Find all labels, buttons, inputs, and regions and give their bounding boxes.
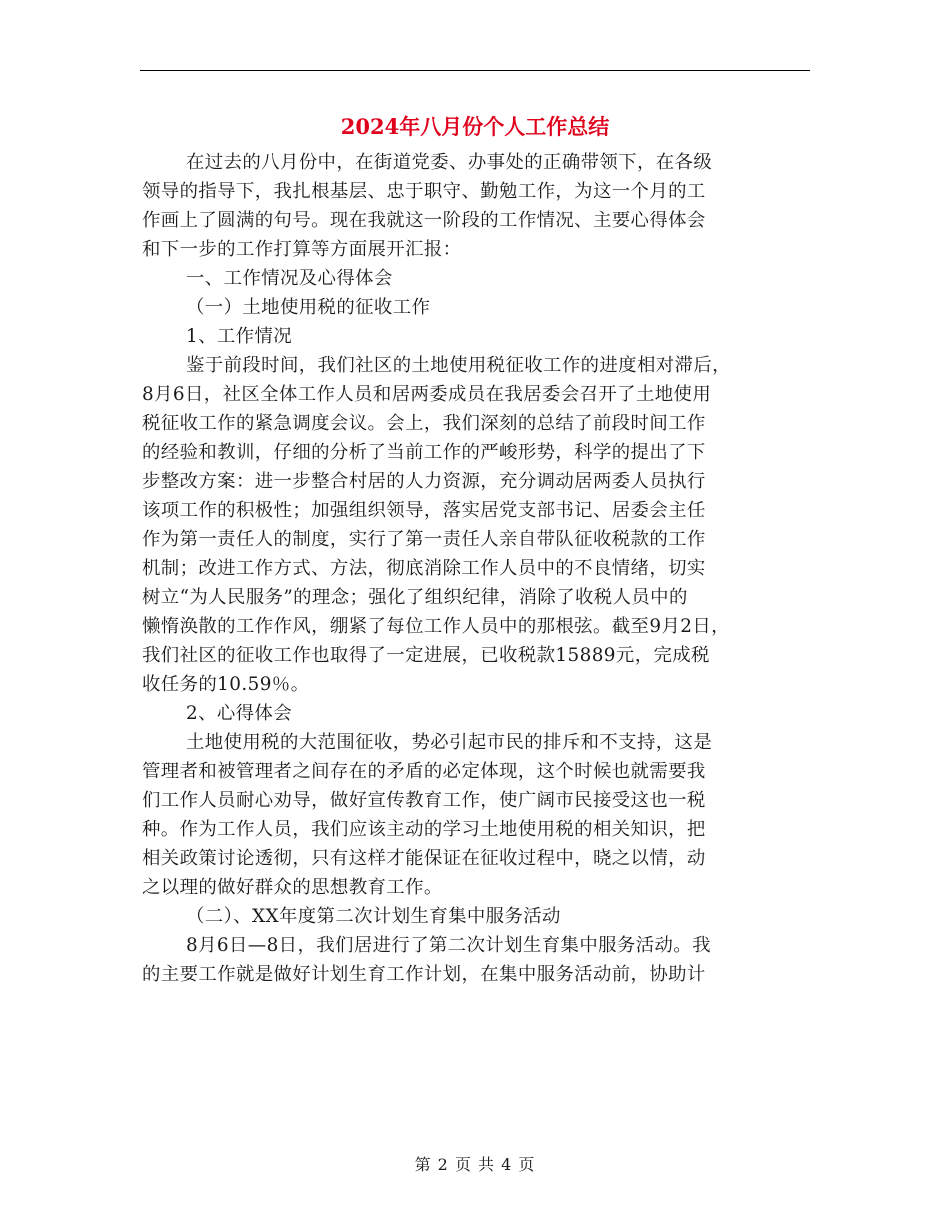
text-line: 机制；改进工作方式、方法，彻底消除工作人员中的不良情绪，切实 — [142, 558, 706, 579]
text-line: 该项工作的积极性；加强组织领导，落实居党支部书记、居委会主任 — [142, 500, 706, 521]
text-line: 1、工作情况 — [186, 326, 293, 347]
text-line: 之以理的做好群众的思想教育工作。 — [142, 877, 443, 898]
text-line: 管理者和被管理者之间存在的矛盾的必定体现，这个时候也就需要我 — [142, 761, 706, 782]
text-line: 种。作为工作人员，我们应该主动的学习土地使用税的相关知识，把 — [142, 819, 706, 840]
text-line: 鉴于前段时间，我们社区的土地使用税征收工作的进度相对滞后， — [186, 355, 731, 376]
text-line: 相关政策讨论透彻，只有这样才能保证在征收过程中，晓之以情，动 — [142, 848, 706, 869]
text-line: 步整改方案：进一步整合村居的人力资源，充分调动居两委人员执行 — [142, 471, 706, 492]
text-line: 的经验和教训，仔细的分析了当前工作的严峻形势，科学的提出了下 — [142, 442, 706, 463]
text-line: 8月6日—8日，我们居进行了第二次计划生育集中服务活动。我 — [186, 935, 711, 956]
text-line: 树立“为人民服务”的理念；强化了组织纪律，消除了收税人员中的 — [142, 587, 688, 608]
text-line: 作为第一责任人的制度，实行了第一责任人亲自带队征收税款的工作 — [142, 529, 706, 550]
text-line: 土地使用税的大范围征收，势必引起市民的排斥和不支持，这是 — [186, 732, 713, 753]
text-line: （一）土地使用税的征收工作 — [186, 297, 431, 318]
text-line: 在过去的八月份中，在街道党委、办事处的正确带领下，在各级 — [186, 152, 713, 173]
document-title: 2024年八月份个人工作总结 — [340, 114, 610, 139]
text-line: 和下一步的工作打算等方面展开汇报： — [142, 239, 462, 260]
header-rule — [140, 70, 810, 71]
text-line: 2、心得体会 — [186, 703, 293, 724]
text-line: （二）、XX年度第二次计划生育集中服务活动 — [186, 906, 561, 927]
text-line: 们工作人员耐心劝导，做好宣传教育工作，使广阔市民接受这也一税 — [142, 790, 706, 811]
text-line: 税征收工作的紧急调度会议。会上，我们深刻的总结了前段时间工作 — [142, 413, 706, 434]
text-line: 一、工作情况及心得体会 — [186, 268, 393, 289]
text-line: 8月6日，社区全体工作人员和居两委成员在我居委会召开了土地使用 — [142, 384, 712, 405]
document-body — [142, 148, 814, 989]
text-line: 收任务的10.59％。 — [142, 674, 310, 695]
page-number: 第 2 页 共 4 页 — [414, 1155, 536, 1174]
text-line: 懒惰涣散的工作作风，绷紧了每位工作人员中的那根弦。截至9月2日， — [142, 616, 730, 637]
text-line: 我们社区的征收工作也取得了一定进展，已收税款15889元，完成税 — [142, 645, 710, 666]
text-line: 作画上了圆满的句号。现在我就这一阶段的工作情况、主要心得体会 — [142, 210, 706, 231]
text-line: 领导的指导下，我扎根基层、忠于职守、勤勉工作，为这一个月的工 — [142, 181, 706, 202]
text-line: 的主要工作就是做好计划生育工作计划，在集中服务活动前，协助计 — [142, 964, 706, 985]
